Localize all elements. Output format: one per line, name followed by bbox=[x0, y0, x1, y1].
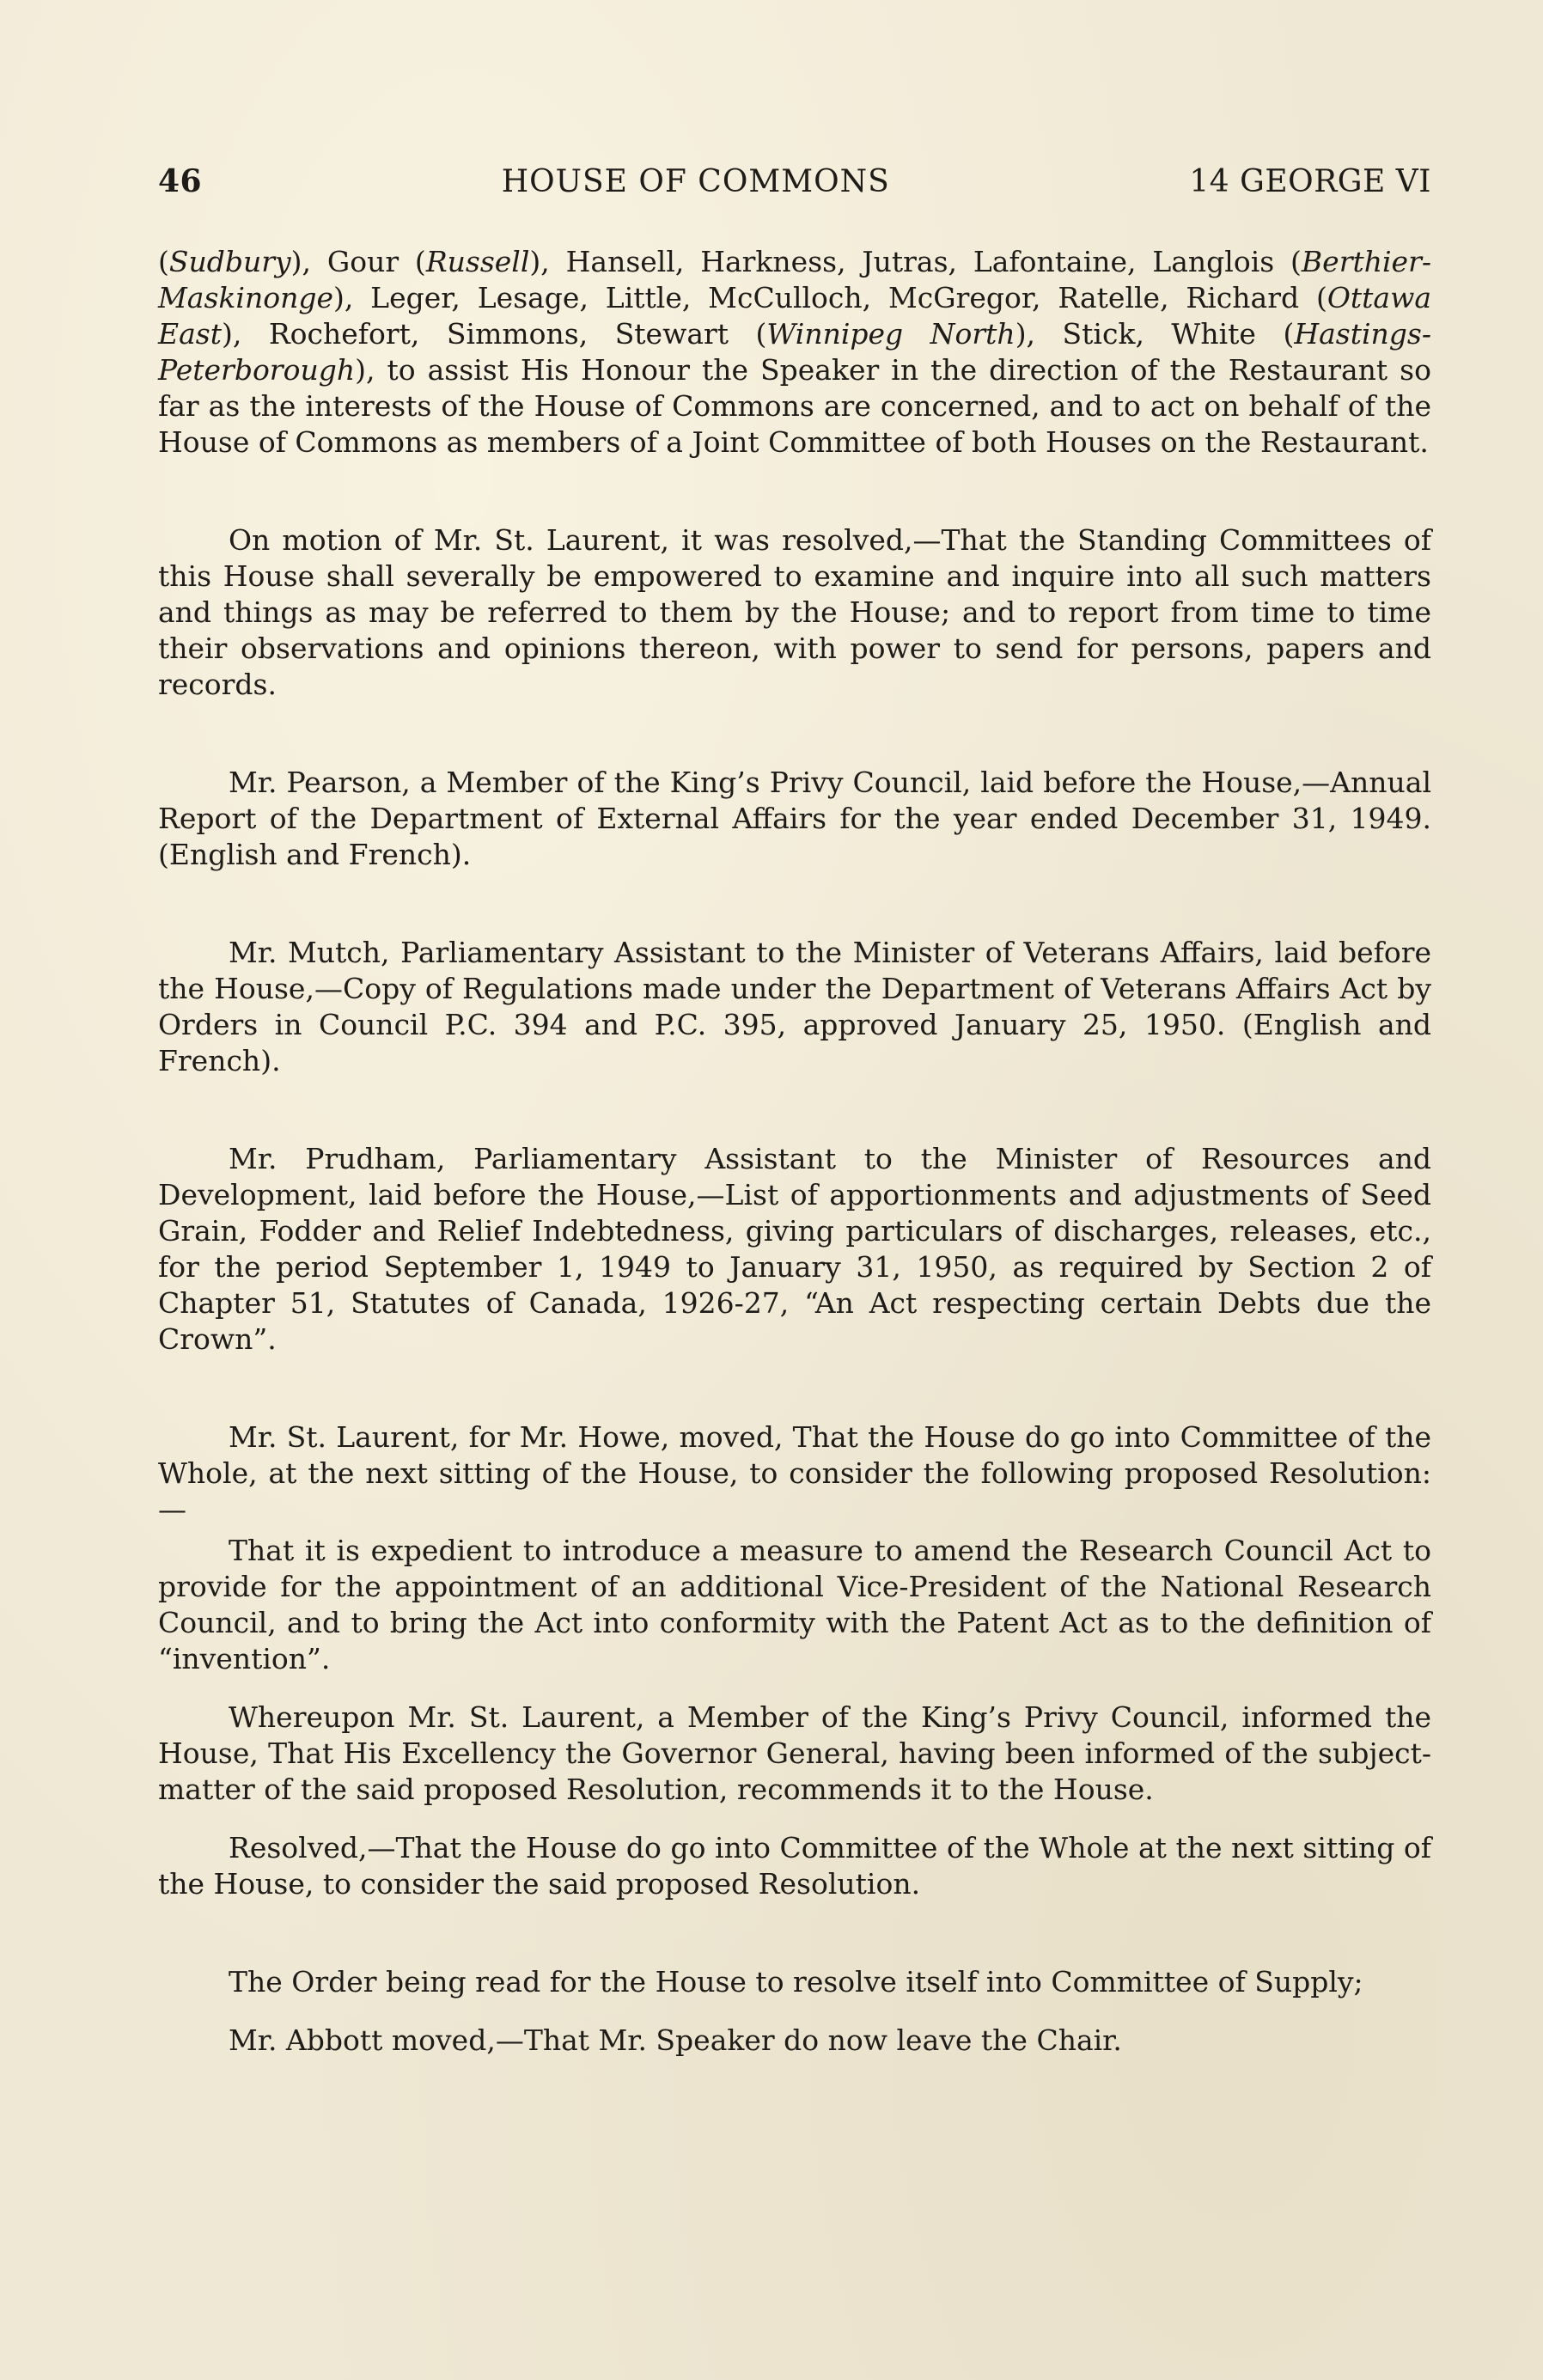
paragraph-external-affairs-report: Mr. Pearson, a Member of the King’s Privy Council, laid before the House,—Annual Report of the Department of External Affairs for the year ended December 31, 1949. (English and French). bbox=[158, 766, 1431, 871]
paragraph-restaurant-committee bbox=[158, 244, 1431, 461]
paragraph-governor-general-recommendation: Whereupon Mr. St. Laurent, a Member of the King’s Privy Council, informed the House, That His Excellency the Governor General, having been informed of the subject-matter of the said proposed Resolution, recommends it to the House. bbox=[158, 1700, 1431, 1806]
running-head bbox=[158, 163, 1431, 199]
text-run: ), Leger, Lesage, Little, McCulloch, McGregor, Ratelle, Richard ( bbox=[332, 281, 1327, 314]
riding-name: Winnipeg North bbox=[766, 317, 1015, 351]
text-run: ), Gour ( bbox=[290, 245, 426, 278]
running-title: HOUSE OF COMMONS bbox=[501, 164, 890, 199]
journal-page bbox=[158, 163, 1431, 2059]
paragraph-committee-motion: Mr. St. Laurent, for Mr. Howe, moved, That the House do go into Committee of the Whole, at the next sitting of the House, to consider the following proposed Resolution:— bbox=[158, 1420, 1431, 1526]
text-run: ), Stick, White ( bbox=[1015, 317, 1295, 351]
paragraph-seed-grain-list: Mr. Prudham, Parliamentary Assistant to the Minister of Resources and Development, laid before the House,—List of apportionments and adjustments of Seed Grain, Fodder and Relief Indebtedness, giving particulars of discharges, releases, etc., for the period September 1, 1949 to January 31, 1950, as required by Section 2 of Chapter 51, Statutes of Canada, 1926-27, “An Act respecting certain Debts due the Crown”. bbox=[158, 1142, 1431, 1356]
paragraph-resolved: Resolved,—That the House do go into Committee of the Whole at the next sitting of the House, to consider the said proposed Resolution. bbox=[158, 1831, 1431, 1901]
riding-name: Russell bbox=[425, 245, 530, 278]
paragraph-veterans-regulations: Mr. Mutch, Parliamentary Assistant to the Minister of Veterans Affairs, laid before the House,—Copy of Regulations made under the Department of Veterans Affairs Act by Orders in Council P.C. 394 and P.C. 395, approved January 25, 1950. (English and French). bbox=[158, 936, 1431, 1077]
riding-name: Hastings-Peterborough bbox=[158, 317, 1431, 387]
page-number: 46 bbox=[158, 163, 203, 199]
paragraph-proposed-resolution: That it is expedient to introduce a measure to amend the Research Council Act to provide for the appointment of an additional Vice-President of the National Research Council, and to bring the Act into conformity with the Patent Act as to the definition of “invention”. bbox=[158, 1534, 1431, 1675]
text-run: ), to assist His Honour the Speaker in the direction of the Restaurant so far as the interests of the House of Commons are concerned, and to act on behalf of the House of Commons as members of a Joint Committee of both Houses on the Restaurant. bbox=[158, 353, 1431, 459]
paragraph-abbott-motion: Mr. Abbott moved,—That Mr. Speaker do now leave the Chair. bbox=[229, 2023, 1122, 2057]
paragraph-order-of-supply: The Order being read for the House to resolve itself into Committee of Supply; bbox=[229, 1965, 1363, 1999]
riding-name: Sudbury bbox=[168, 245, 291, 278]
text-run: ), Rochefort, Simmons, Stewart ( bbox=[221, 317, 767, 351]
riding-name: Ottawa East bbox=[158, 281, 1431, 351]
paragraph-standing-committees: On motion of Mr. St. Laurent, it was resolved,—That the Standing Committees of this House shall severally be empowered to examine and inquire into all such matters and things as may be referred to them by the House; and to report from time to time their observations and opinions thereon, with power to send for persons, papers and records. bbox=[158, 523, 1431, 701]
riding-name: Berthier-Maskinonge bbox=[158, 245, 1431, 314]
text-run: ( bbox=[158, 245, 169, 278]
text-run: ), Hansell, Harkness, Jutras, Lafontaine, Langlois ( bbox=[529, 245, 1302, 278]
regnal-year: 14 GEORGE VI bbox=[1189, 164, 1431, 199]
